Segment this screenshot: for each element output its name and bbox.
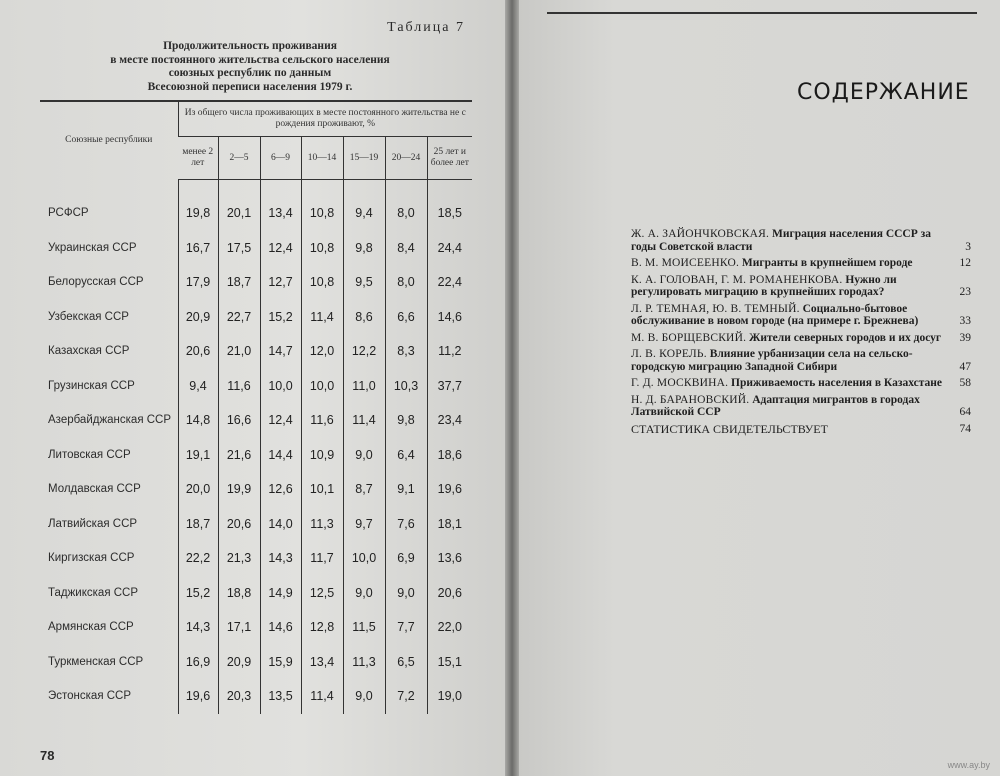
toc-author: К. А. ГОЛОВАН, Г. М. РОМАНЕНКОВА. — [631, 273, 843, 286]
toc-entry-text — [631, 348, 945, 373]
table-cell: 18,8 — [218, 576, 260, 611]
table-cell: 20,3 — [218, 679, 260, 714]
table-cell: 11,3 — [301, 507, 343, 542]
republic-name: Азербайджанская ССР — [48, 414, 172, 427]
table-cell: 7,2 — [385, 679, 427, 714]
table-cell: 11,4 — [301, 300, 343, 335]
table-title-line: Всесоюзной переписи населения 1979 г. — [147, 80, 353, 93]
table-cell: 9,7 — [343, 507, 385, 542]
table-cell: 12,2 — [343, 334, 385, 369]
toc-author: Л. В. КОРЕЛЬ. — [631, 348, 707, 360]
republic-name: Туркменская ССР — [48, 655, 144, 668]
table-cell: 24,4 — [427, 231, 472, 266]
table-cell: 18,7 — [178, 507, 218, 542]
table-cell: 12,6 — [260, 472, 301, 507]
table-cell: 9,0 — [343, 438, 385, 473]
toc-entry-text — [631, 274, 945, 299]
toc-entry-text — [631, 228, 945, 253]
column-header: 6—9 — [260, 137, 301, 180]
toc-entry — [631, 394, 971, 419]
toc-entry-text — [631, 332, 945, 345]
table-cell: 8,6 — [343, 300, 385, 335]
republic-name: Эстонская ССР — [48, 690, 132, 703]
toc-entry — [631, 332, 971, 345]
table-row — [40, 507, 472, 542]
table-cell: 10,8 — [301, 231, 343, 266]
table-cell: 21,6 — [218, 438, 260, 473]
table-cell: 19,0 — [427, 679, 472, 714]
toc-entry-text — [631, 257, 945, 270]
table-cell: 20,9 — [178, 300, 218, 335]
table-row — [40, 334, 472, 369]
republic-name: Казахская ССР — [48, 345, 130, 358]
table-cell: 19,9 — [218, 472, 260, 507]
table-cell: 6,9 — [385, 541, 427, 576]
table-body — [40, 180, 472, 714]
toc-author: Г. Д. МОСКВИНА. — [631, 377, 729, 389]
toc-entry — [631, 257, 971, 270]
table-cell: 20,6 — [178, 334, 218, 369]
toc-page-number: 74 — [959, 422, 971, 435]
table-cell: 9,1 — [385, 472, 427, 507]
table-cell: 10,8 — [301, 265, 343, 300]
table-cell: 11,6 — [301, 403, 343, 438]
table-cell: 9,0 — [385, 576, 427, 611]
toc-page-number: 3 — [965, 240, 971, 253]
table-cell: 13,4 — [301, 645, 343, 680]
column-header: 15—19 — [343, 137, 385, 180]
right-page — [519, 0, 1000, 776]
table-cell: 8,4 — [385, 231, 427, 266]
table-cell: 12,4 — [260, 403, 301, 438]
table-cell: 10,0 — [301, 369, 343, 404]
toc-title: Влияние урбанизации села на сельско-городскую миграцию Западной Сибири — [631, 348, 913, 373]
table-cell: 9,8 — [343, 231, 385, 266]
table-row — [40, 300, 472, 335]
table-row — [40, 180, 472, 231]
republic-name: Украинская ССР — [48, 241, 137, 254]
table-cell: 9,4 — [343, 180, 385, 231]
table-cell: 11,4 — [343, 403, 385, 438]
toc-entry — [631, 303, 971, 328]
toc-page-number: 39 — [959, 331, 971, 344]
table-row — [40, 645, 472, 680]
table-row — [40, 231, 472, 266]
table-title — [80, 40, 420, 94]
table-cell: 11,0 — [343, 369, 385, 404]
toc-entry — [631, 348, 971, 373]
toc-page-number: 58 — [959, 377, 971, 389]
table-cell: 11,6 — [218, 369, 260, 404]
republic-name: Грузинская ССР — [48, 379, 135, 392]
table-title-line: союзных республик по данным — [168, 67, 332, 79]
toc-title: Социально-бытовое обслуживание в новом городе (на примере г. Брежнева) — [631, 302, 919, 327]
toc-author: Н. Д. БАРАНОВСКИЙ. — [631, 393, 750, 406]
table-cell: 19,8 — [178, 180, 218, 231]
toc-page-number: 33 — [959, 315, 971, 327]
table-row — [40, 472, 472, 507]
column-header: менее 2 лет — [178, 137, 218, 180]
table-cell: 22,4 — [427, 265, 472, 300]
table-cell: 15,9 — [260, 645, 301, 680]
table-cell: 9,0 — [343, 576, 385, 611]
toc-page-number: 47 — [959, 360, 971, 373]
table-cell: 12,5 — [301, 576, 343, 611]
toc-entry-text — [631, 377, 945, 390]
table-cell: 18,1 — [427, 507, 472, 542]
table-cell: 22,2 — [178, 541, 218, 576]
table-cell: 14,4 — [260, 438, 301, 473]
table-title-line: в месте постоянного жительства сельского населения — [110, 53, 390, 66]
republic-name: Узбекская ССР — [48, 310, 129, 323]
table-cell: 14,6 — [427, 300, 472, 335]
table-cell: 14,3 — [178, 610, 218, 645]
toc-title: Миграция населения СССР за годы Советской власти — [631, 228, 932, 253]
toc-entry-text — [631, 394, 945, 419]
table-cell: 12,7 — [260, 265, 301, 300]
migration-table — [40, 100, 472, 714]
republic-name: РСФСР — [48, 207, 89, 219]
table-cell: 14,8 — [178, 403, 218, 438]
table-cell: 16,7 — [178, 231, 218, 266]
table-cell: 10,0 — [343, 541, 385, 576]
table-of-contents — [631, 228, 971, 439]
toc-title: Адаптация мигрантов в городах Латвийской ССР — [631, 393, 920, 418]
table-cell: 20,9 — [218, 645, 260, 680]
table-cell: 12,0 — [301, 334, 343, 369]
table-cell: 13,6 — [427, 541, 472, 576]
table-cell: 20,6 — [427, 576, 472, 611]
top-rule — [547, 12, 977, 14]
toc-entry-text — [631, 303, 945, 328]
table-cell: 20,6 — [218, 507, 260, 542]
table-cell: 15,2 — [260, 300, 301, 335]
book-gutter — [505, 0, 519, 776]
toc-page-number: 64 — [959, 406, 971, 418]
table-cell: 10,8 — [301, 180, 343, 231]
table-cell: 11,7 — [301, 541, 343, 576]
table-cell: 14,9 — [260, 576, 301, 611]
table-cell: 20,1 — [218, 180, 260, 231]
table-cell: 18,6 — [427, 438, 472, 473]
contents-title: СОДЕРЖАНИЕ — [797, 80, 970, 105]
table-cell: 19,6 — [178, 679, 218, 714]
table-cell: 9,5 — [343, 265, 385, 300]
table-cell: 17,9 — [178, 265, 218, 300]
column-header: 25 лет и более лет — [427, 137, 472, 180]
table-cell: 8,3 — [385, 334, 427, 369]
toc-author: Ж. А. ЗАЙОНЧКОВСКАЯ. — [631, 228, 770, 240]
table-cell: 12,4 — [260, 231, 301, 266]
table-cell: 6,6 — [385, 300, 427, 335]
table-row — [40, 576, 472, 611]
toc-page-number: 12 — [959, 257, 971, 269]
table-cell: 23,4 — [427, 403, 472, 438]
table-cell: 37,7 — [427, 369, 472, 404]
table-cell: 10,1 — [301, 472, 343, 507]
table-cell: 9,8 — [385, 403, 427, 438]
table-cell: 13,5 — [260, 679, 301, 714]
toc-entry — [631, 228, 971, 253]
table-cell: 10,0 — [260, 369, 301, 404]
toc-author: Л. Р. ТЕМНАЯ, Ю. В. ТЕМНЫЙ. — [631, 302, 800, 315]
table-cell: 22,7 — [218, 300, 260, 335]
table-cell: 8,0 — [385, 180, 427, 231]
toc-title: Нужно ли регулировать миграцию в крупнейших городах? — [631, 273, 897, 298]
watermark: www.ay.by — [947, 760, 990, 770]
toc-entry — [631, 377, 971, 390]
page-number: 78 — [40, 748, 55, 763]
table-cell: 8,7 — [343, 472, 385, 507]
table-row — [40, 438, 472, 473]
table-row — [40, 541, 472, 576]
table-cell: 11,5 — [343, 610, 385, 645]
toc-page-number: 23 — [959, 286, 971, 298]
toc-entry-text: СТАТИСТИКА СВИДЕТЕЛЬСТВУЕТ — [631, 421, 828, 436]
toc-title: Приживаемость населения в Казахстане — [731, 377, 942, 389]
table-row — [40, 679, 472, 714]
table-cell: 14,6 — [260, 610, 301, 645]
republic-name: Литовская ССР — [48, 448, 131, 461]
table-cell: 18,7 — [218, 265, 260, 300]
republic-name: Киргизская ССР — [48, 552, 135, 565]
column-header: 2—5 — [218, 137, 260, 180]
table-cell: 13,4 — [260, 180, 301, 231]
table-cell: 11,3 — [343, 645, 385, 680]
table-cell: 10,3 — [385, 369, 427, 404]
table-cell: 19,1 — [178, 438, 218, 473]
republic-column-header: Союзные республики — [40, 101, 178, 180]
table-cell: 16,9 — [178, 645, 218, 680]
republic-name: Молдавская ССР — [48, 483, 141, 496]
column-header: 10—14 — [301, 137, 343, 180]
toc-author: В. М. МОИСЕЕНКО. — [631, 257, 740, 269]
table-row — [40, 369, 472, 404]
table-cell: 21,0 — [218, 334, 260, 369]
republic-name: Белорусская ССР — [48, 276, 144, 289]
table-row — [40, 610, 472, 645]
table-cell: 18,5 — [427, 180, 472, 231]
table-cell: 6,4 — [385, 438, 427, 473]
republic-name: Таджикская ССР — [48, 586, 139, 599]
table-cell: 15,1 — [427, 645, 472, 680]
table-row — [40, 265, 472, 300]
table-cell: 14,7 — [260, 334, 301, 369]
republic-name: Армянская ССР — [48, 621, 134, 634]
table-cell: 17,1 — [218, 610, 260, 645]
table-cell: 19,6 — [427, 472, 472, 507]
table-number: Таблица 7 — [387, 20, 465, 35]
table-cell: 14,0 — [260, 507, 301, 542]
table-cell: 12,8 — [301, 610, 343, 645]
toc-title: Жители северных городов и их досуг — [749, 331, 942, 344]
table-cell: 8,0 — [385, 265, 427, 300]
table-cell: 9,4 — [178, 369, 218, 404]
table-cell: 16,6 — [218, 403, 260, 438]
table-cell: 20,0 — [178, 472, 218, 507]
table-cell: 22,0 — [427, 610, 472, 645]
table-cell: 11,4 — [301, 679, 343, 714]
table-cell: 6,5 — [385, 645, 427, 680]
table-cell: 15,2 — [178, 576, 218, 611]
toc-entry — [631, 274, 971, 299]
table-cell: 9,0 — [343, 679, 385, 714]
table-cell: 21,3 — [218, 541, 260, 576]
republic-name: Латвийская ССР — [48, 517, 138, 530]
table-cell: 10,9 — [301, 438, 343, 473]
table-cell: 7,6 — [385, 507, 427, 542]
toc-title: Мигранты в крупнейшем городе — [741, 257, 913, 269]
table-row — [40, 403, 472, 438]
group-column-header: Из общего числа проживающих в месте постоянного жительства не с рождения проживают, % — [178, 101, 472, 137]
table-cell: 11,2 — [427, 334, 472, 369]
table-cell: 7,7 — [385, 610, 427, 645]
table-cell: 17,5 — [218, 231, 260, 266]
column-header: 20—24 — [385, 137, 427, 180]
toc-entry — [631, 423, 971, 436]
table-title-line: Продолжительность проживания — [163, 40, 337, 52]
toc-author: М. В. БОРЩЕВСКИЙ. — [631, 331, 747, 344]
table-cell: 14,3 — [260, 541, 301, 576]
